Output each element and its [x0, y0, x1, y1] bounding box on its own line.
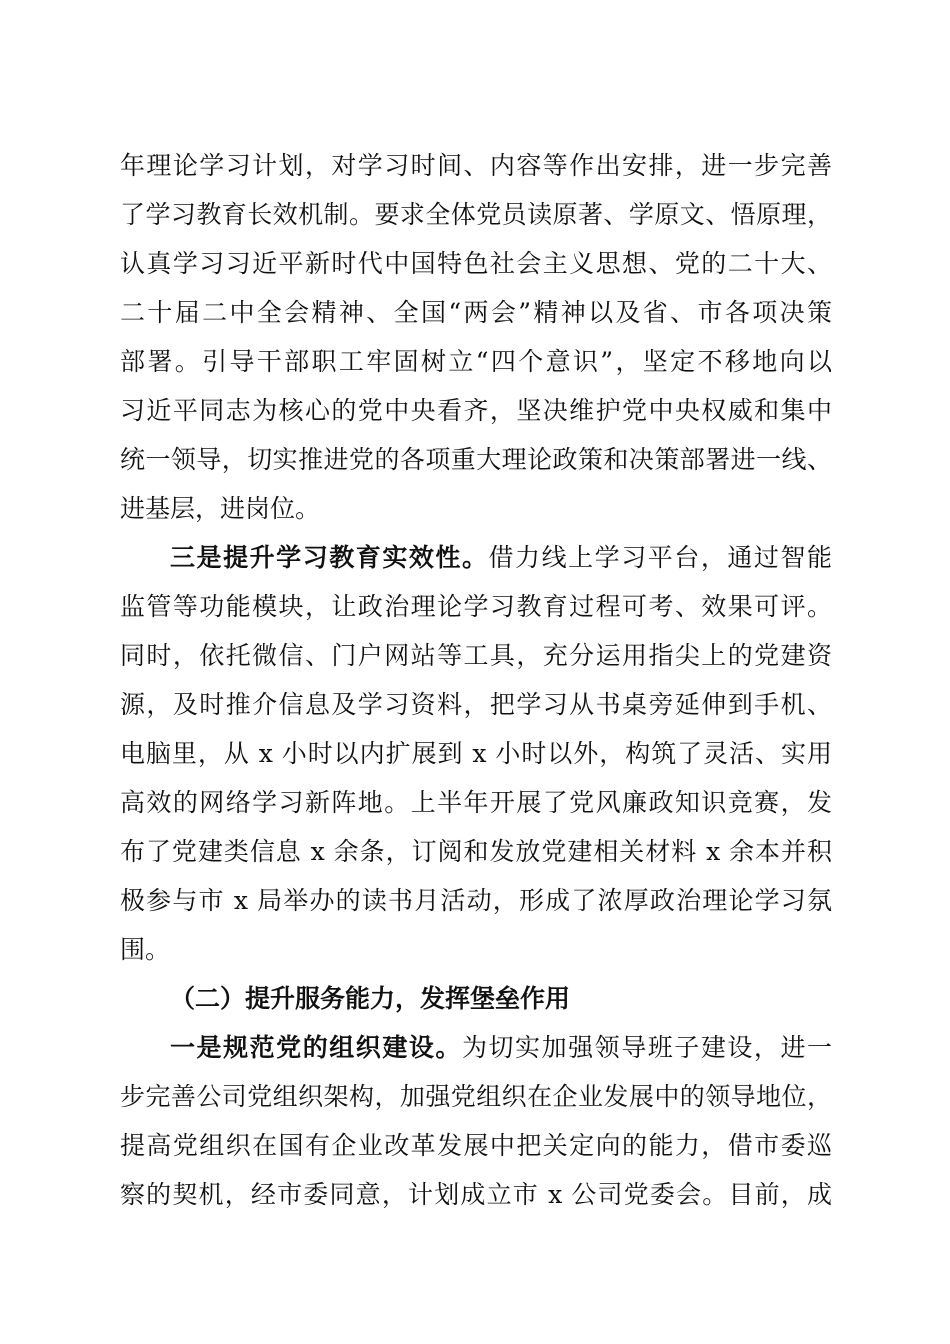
text-line: 源，及时推介信息及学习资料，把学习从书桌旁延伸到手机、 — [120, 690, 832, 719]
text-line: 统一领导，切实推进党的各项重大理论政策和决策部署进一线、 — [120, 445, 832, 474]
text-line: 步完善公司党组织架构，加强党组织在企业发展中的领导地位， — [120, 1082, 832, 1111]
document-body — [120, 141, 832, 1219]
text-line: 部署。引导干部职工牢固树立“四个意识”，坚定不移地向以 — [120, 347, 832, 376]
text-line: 极参与市 x 局举办的读书月活动，形成了浓厚政治理论学习氛 — [120, 886, 832, 915]
paragraph-first-line — [120, 533, 832, 582]
text-line: 提高党组织在国有企业改革发展中把关定向的能力，借市委巡 — [120, 1131, 832, 1160]
paragraph-organization-building — [120, 1023, 832, 1219]
paragraph-lead-rest: 借力线上学习平台，通过智能 — [488, 543, 832, 572]
paragraph-study-effectiveness — [120, 533, 832, 974]
paragraph-lead-rest: 为切实加强领导班子建设，进一 — [461, 1033, 832, 1062]
paragraph-lead-phrase: 三是提升学习教育实效性。 — [170, 543, 489, 572]
text-line: 了学习教育长效机制。要求全体党员读原著、学原文、悟原理， — [120, 200, 832, 229]
paragraph-study-plan — [120, 141, 832, 533]
text-line: 进基层，进岗位。 — [120, 494, 321, 523]
text-line: 高效的网络学习新阵地。上半年开展了党风廉政知识竞赛，发 — [120, 788, 832, 817]
paragraph-first-line — [120, 1023, 832, 1072]
section-heading: （二）提升服务能力，发挥堡垒作用 — [170, 984, 571, 1013]
text-line: 同时，依托微信、门户网站等工具，充分运用指尖上的党建资 — [120, 641, 832, 670]
text-line: 习近平同志为核心的党中央看齐，坚决维护党中央权威和集中 — [120, 396, 832, 425]
text-line: 察的契机，经市委同意，计划成立市 x 公司党委会。目前，成 — [120, 1180, 832, 1209]
text-line: 年理论学习计划，对学习时间、内容等作出安排，进一步完善 — [120, 151, 832, 180]
text-line: 布了党建类信息 x 余条，订阅和发放党建相关材料 x 余本并积 — [120, 837, 832, 866]
text-line: 电脑里，从 x 小时以内扩展到 x 小时以外，构筑了灵活、实用 — [120, 739, 832, 768]
text-line: 二十届二中全会精神、全国“两会”精神以及省、市各项决策 — [120, 298, 832, 327]
text-line: 认真学习习近平新时代中国特色社会主义思想、党的二十大、 — [120, 249, 832, 278]
paragraph-lead-phrase: 一是规范党的组织建设。 — [170, 1033, 462, 1062]
text-line: 监管等功能模块，让政治理论学习教育过程可考、效果可评。 — [120, 592, 832, 621]
text-line: 围。 — [120, 935, 171, 964]
